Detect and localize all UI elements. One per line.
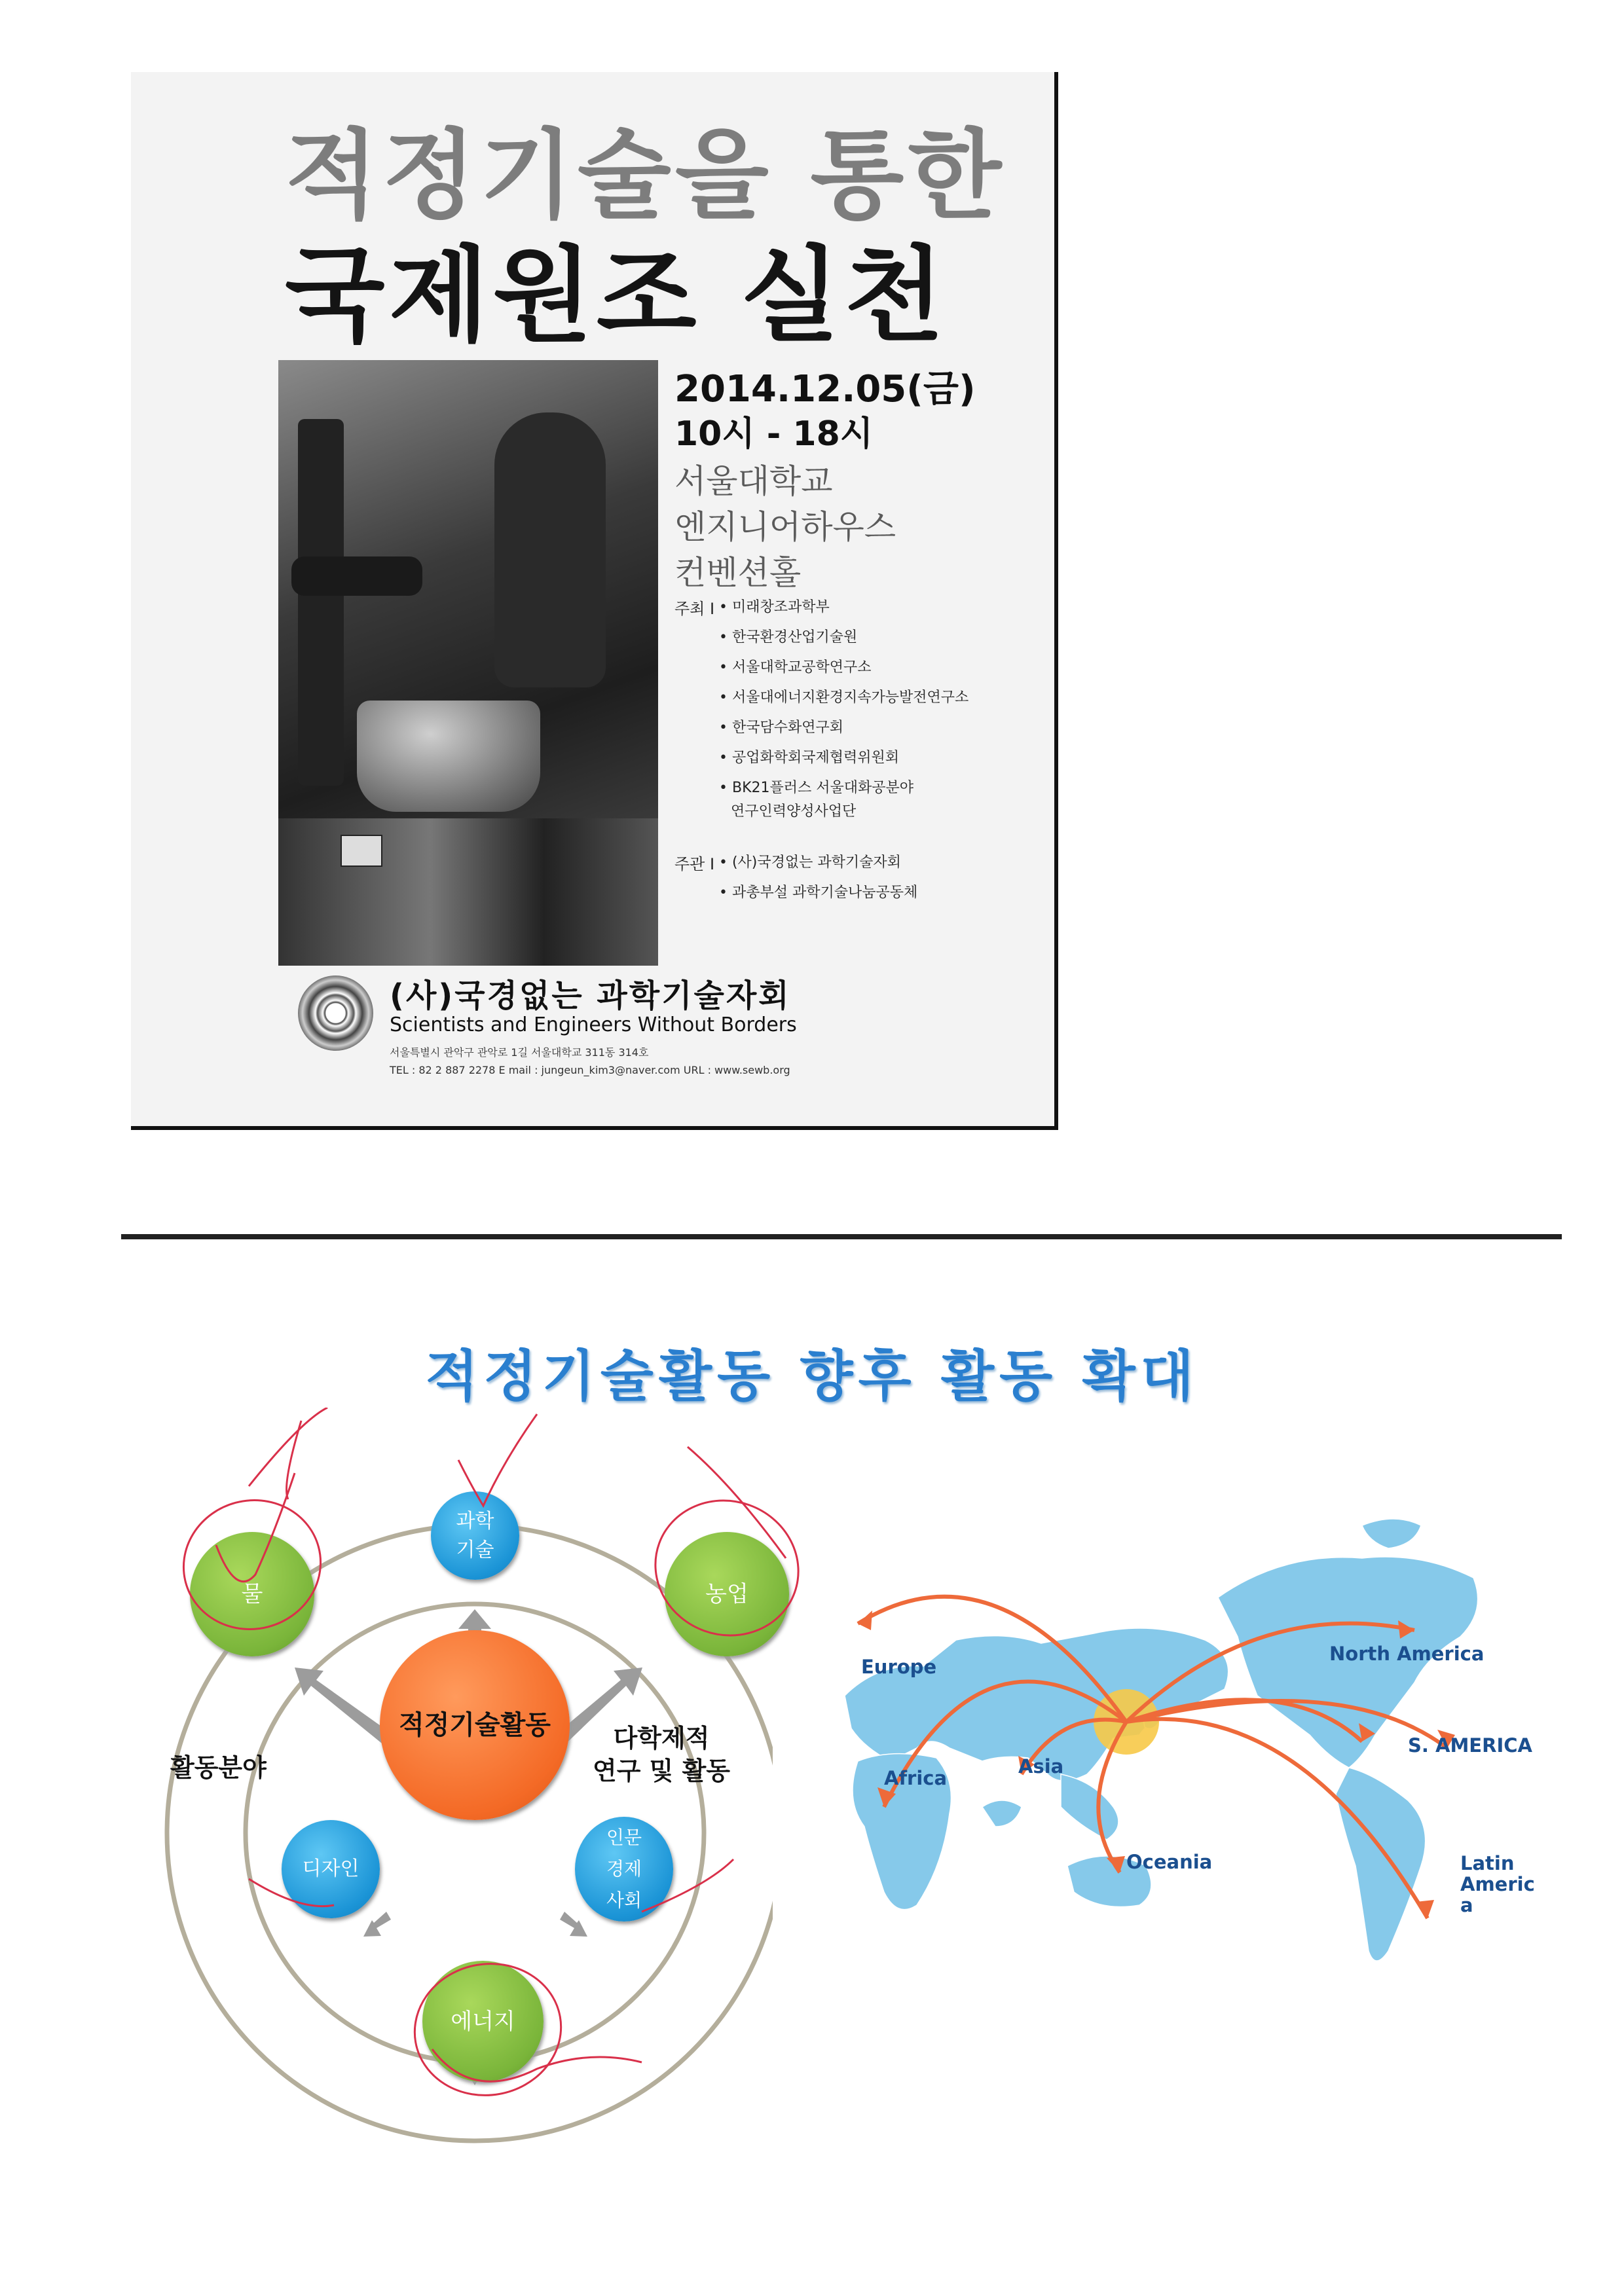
- poster-title-line-2: 국제원조 실천: [285, 236, 948, 356]
- map-label-oceania: Oceania: [1126, 1851, 1213, 1873]
- node-label: 사회: [606, 1889, 642, 1911]
- south-america-shape: [1336, 1768, 1426, 1961]
- event-time: 10시 - 18시: [674, 414, 873, 454]
- host-item: • 한국담수화연구회: [719, 720, 843, 736]
- sewb-logo: [298, 975, 373, 1051]
- southeast-asia-shape: [1061, 1774, 1118, 1840]
- node-label: 인문: [606, 1827, 642, 1848]
- host-item: • 미래창조과학부: [719, 599, 830, 615]
- venue-line: 컨벤션홀: [674, 554, 802, 592]
- org-name-english: Scientists and Engineers Without Borders: [390, 1013, 797, 1036]
- map-label-latin-america: [1460, 1853, 1535, 1916]
- child-figure-shape: [494, 412, 606, 687]
- annotation-check-water: [216, 1473, 295, 1582]
- map-label-africa: Africa: [884, 1767, 948, 1789]
- label-line: 다학제적: [613, 1724, 710, 1753]
- poster-title-line-1: 적정기술을 통한: [285, 119, 1006, 232]
- solar-panel-shape: [341, 835, 382, 867]
- map-label-s-america: S. AMERICA: [1408, 1734, 1532, 1757]
- annotation-circle-water: [169, 1485, 335, 1645]
- node-energy: 에너지: [422, 1961, 544, 2082]
- label-line: 연구 및 활동: [593, 1757, 730, 1785]
- center-node: 적정기술활동: [380, 1630, 570, 1820]
- host-label: 주최 I: [674, 600, 715, 618]
- venue-line: 엔지니어하우스: [674, 508, 896, 546]
- organizer-label: 주관 I: [674, 855, 715, 873]
- activity-field-label: 활동분야: [170, 1753, 267, 1782]
- venue-line: 서울대학교: [674, 462, 833, 500]
- org-name-korean: (사)국경없는 과학기술자회: [390, 977, 791, 1014]
- pot-shape: [357, 701, 540, 812]
- label-line: Latin: [1460, 1852, 1515, 1874]
- host-item: • 서울대학교공학연구소: [719, 659, 872, 676]
- label-line: Americ: [1460, 1873, 1535, 1895]
- continents: [845, 1519, 1478, 1961]
- organizer-item: • (사)국경없는 과학기술자회: [719, 854, 901, 871]
- event-date: 2014.12.05(금): [674, 368, 976, 410]
- org-address: 서울특별시 관악구 관악로 1길 서울대학교 311동 314호: [390, 1046, 649, 1059]
- map-label-asia: Asia: [1018, 1755, 1064, 1777]
- greenland-shape: [1362, 1519, 1421, 1548]
- host-item: 연구인력양성사업단: [731, 803, 857, 820]
- node-label: 과학: [456, 1509, 494, 1533]
- handwritten-annotations: [131, 1408, 851, 2193]
- annotation-stroke: [287, 1421, 302, 1499]
- section-divider: [121, 1234, 1562, 1239]
- organizer-item: • 과총부설 과학기술나눔공동체: [719, 884, 918, 901]
- host-item: • 공업화학회국제협력위원회: [719, 750, 899, 766]
- org-contact: TEL : 82 2 887 2278 E mail : jungeun_kim3@naver.com URL : www.sewb.org: [390, 1064, 790, 1076]
- node-agriculture: 농업: [665, 1532, 789, 1656]
- water-pump-shape: [298, 419, 344, 786]
- pump-spout-shape: [291, 556, 422, 596]
- host-item: • 서울대에너지환경지속가능발전연구소: [719, 689, 969, 706]
- village-photo-shape: [278, 818, 658, 966]
- event-poster: [131, 72, 1058, 1130]
- annotation-stroke: [249, 1879, 334, 1906]
- slide-title: 적정기술활동 향후 활동 확대: [425, 1344, 1199, 1408]
- node-water: 물: [190, 1532, 314, 1656]
- label-line: a: [1460, 1894, 1473, 1916]
- annotation-circle-energy: [404, 1952, 571, 2107]
- node-label: 경제: [606, 1858, 642, 1880]
- annotation-stroke: [642, 1859, 733, 1912]
- map-label-north-america: North America: [1329, 1643, 1485, 1665]
- host-item: • 한국환경산업기술원: [719, 629, 858, 646]
- map-label-europe: Europe: [861, 1656, 937, 1678]
- node-label: 기술: [456, 1538, 494, 1561]
- host-item: • BK21플러스 서울대화공분야: [719, 780, 913, 796]
- india-shape: [982, 1800, 1022, 1827]
- node-design: 디자인: [282, 1820, 380, 1918]
- annotation-check-science: [458, 1414, 537, 1506]
- poster-photo: [278, 360, 658, 966]
